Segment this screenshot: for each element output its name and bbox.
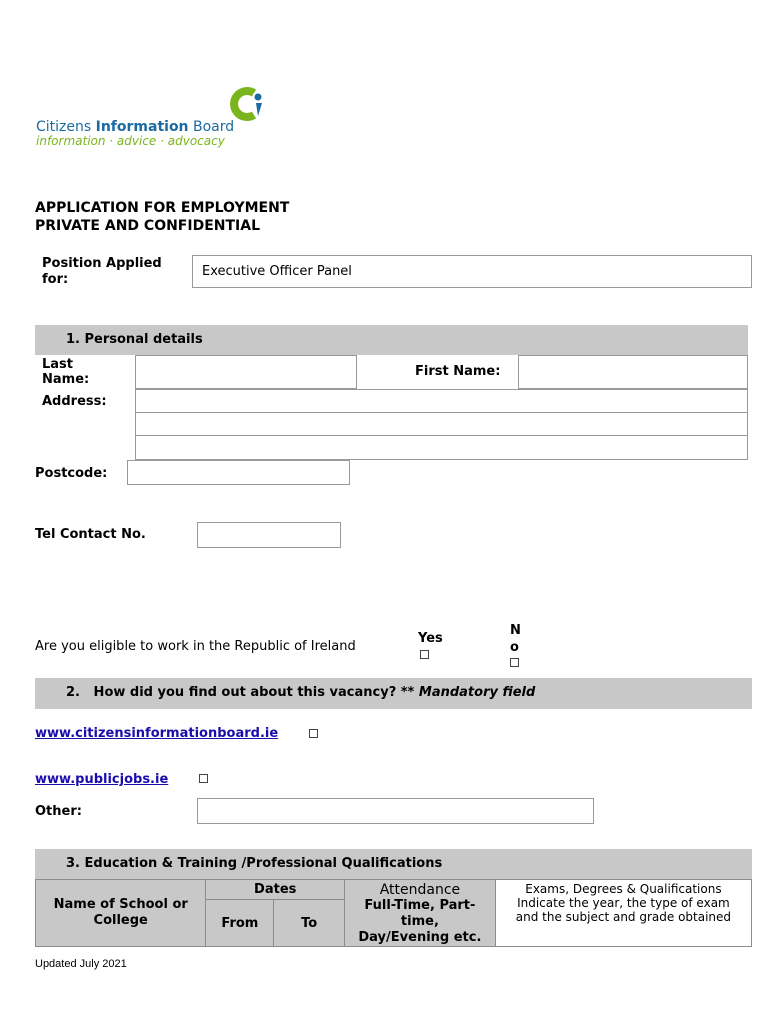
- first-name-input[interactable]: [518, 355, 748, 389]
- from-column-header: [206, 900, 274, 947]
- eligible-no-label-o: o: [510, 640, 519, 655]
- section-3-title: 3. Education & Training /Professional Qualifications: [66, 856, 443, 871]
- first-name-label: First Name:: [415, 364, 501, 379]
- exams-column-header: [495, 880, 751, 947]
- source-publicjobs-checkbox[interactable]: [199, 774, 208, 783]
- org-name-part3: Board: [188, 119, 235, 135]
- dates-column-header: [206, 880, 345, 900]
- form-heading: [35, 199, 289, 235]
- eligible-yes-label: Yes: [418, 631, 443, 646]
- address-line-1-input[interactable]: [135, 389, 748, 413]
- to-column-label: To: [301, 915, 318, 931]
- source-citizensinformationboard-checkbox[interactable]: [309, 729, 318, 738]
- last-name-label: [42, 357, 89, 387]
- to-column-header: [274, 900, 345, 947]
- last-name-label-line-2: Name:: [42, 372, 90, 387]
- school-column-label: Name of School or College: [53, 897, 188, 928]
- position-label-line-2: for:: [42, 272, 69, 287]
- last-name-input[interactable]: [135, 355, 357, 389]
- postcode-label: Postcode:: [35, 466, 108, 481]
- organization-logo: [36, 86, 276, 152]
- position-applied-value: Executive Officer Panel: [202, 264, 352, 279]
- tel-contact-input[interactable]: [197, 522, 341, 548]
- exams-column-title: Exams, Degrees & Qualifications: [525, 882, 722, 896]
- org-name-part1: Citizens: [36, 119, 96, 135]
- organization-name: [36, 116, 234, 135]
- updated-note: Updated July 2021: [35, 958, 127, 970]
- address-line-3-input[interactable]: [135, 435, 748, 460]
- section-3-header: [35, 849, 752, 879]
- section-2-header: [35, 678, 752, 709]
- address-line-2-input[interactable]: [135, 412, 748, 436]
- tel-contact-label: Tel Contact No.: [35, 527, 146, 542]
- address-label: Address:: [42, 394, 107, 409]
- last-name-label-line-1: Last: [42, 357, 74, 372]
- section-1-header: [35, 325, 748, 355]
- citizens-information-board-link[interactable]: www.citizensinformationboard.ie: [35, 726, 279, 741]
- section-1-title: 1. Personal details: [66, 332, 203, 347]
- section-2-mandatory-note: Mandatory field: [418, 685, 536, 700]
- section-2-title: 2. How did you find out about this vacancy? **: [66, 685, 419, 700]
- position-applied-field[interactable]: [192, 255, 752, 288]
- heading-line-1: APPLICATION FOR EMPLOYMENT: [35, 200, 290, 216]
- position-label-line-1: Position Applied: [42, 256, 162, 271]
- other-source-label: Other:: [35, 804, 82, 819]
- publicjobs-link[interactable]: www.publicjobs.ie: [35, 772, 169, 787]
- eligible-no-checkbox[interactable]: [510, 658, 519, 667]
- school-column-header: [36, 880, 206, 947]
- heading-line-2: PRIVATE AND CONFIDENTIAL: [35, 218, 260, 234]
- attendance-column-title: Attendance: [379, 882, 461, 898]
- eligible-yes-checkbox[interactable]: [420, 650, 429, 659]
- exams-column-note: Indicate the year, the type of exam and the subject and grade obtained: [515, 896, 732, 924]
- org-name-part2: Information: [95, 119, 189, 135]
- position-label: [42, 256, 162, 288]
- attendance-column-header: [345, 880, 496, 947]
- from-column-label: From: [221, 915, 259, 931]
- ci-logo-icon: [230, 86, 268, 122]
- eligible-no-label-n: N: [510, 623, 521, 638]
- attendance-column-subtitle: Full-Time, Part-time, Day/Evening etc.: [358, 898, 482, 945]
- eligibility-question: Are you eligible to work in the Republic of Ireland: [35, 639, 356, 654]
- dates-column-label: Dates: [254, 882, 297, 897]
- other-source-input[interactable]: [197, 798, 594, 824]
- postcode-input[interactable]: [127, 460, 350, 485]
- education-table: [35, 879, 752, 947]
- organization-tagline: information · advice · advocacy: [36, 134, 225, 148]
